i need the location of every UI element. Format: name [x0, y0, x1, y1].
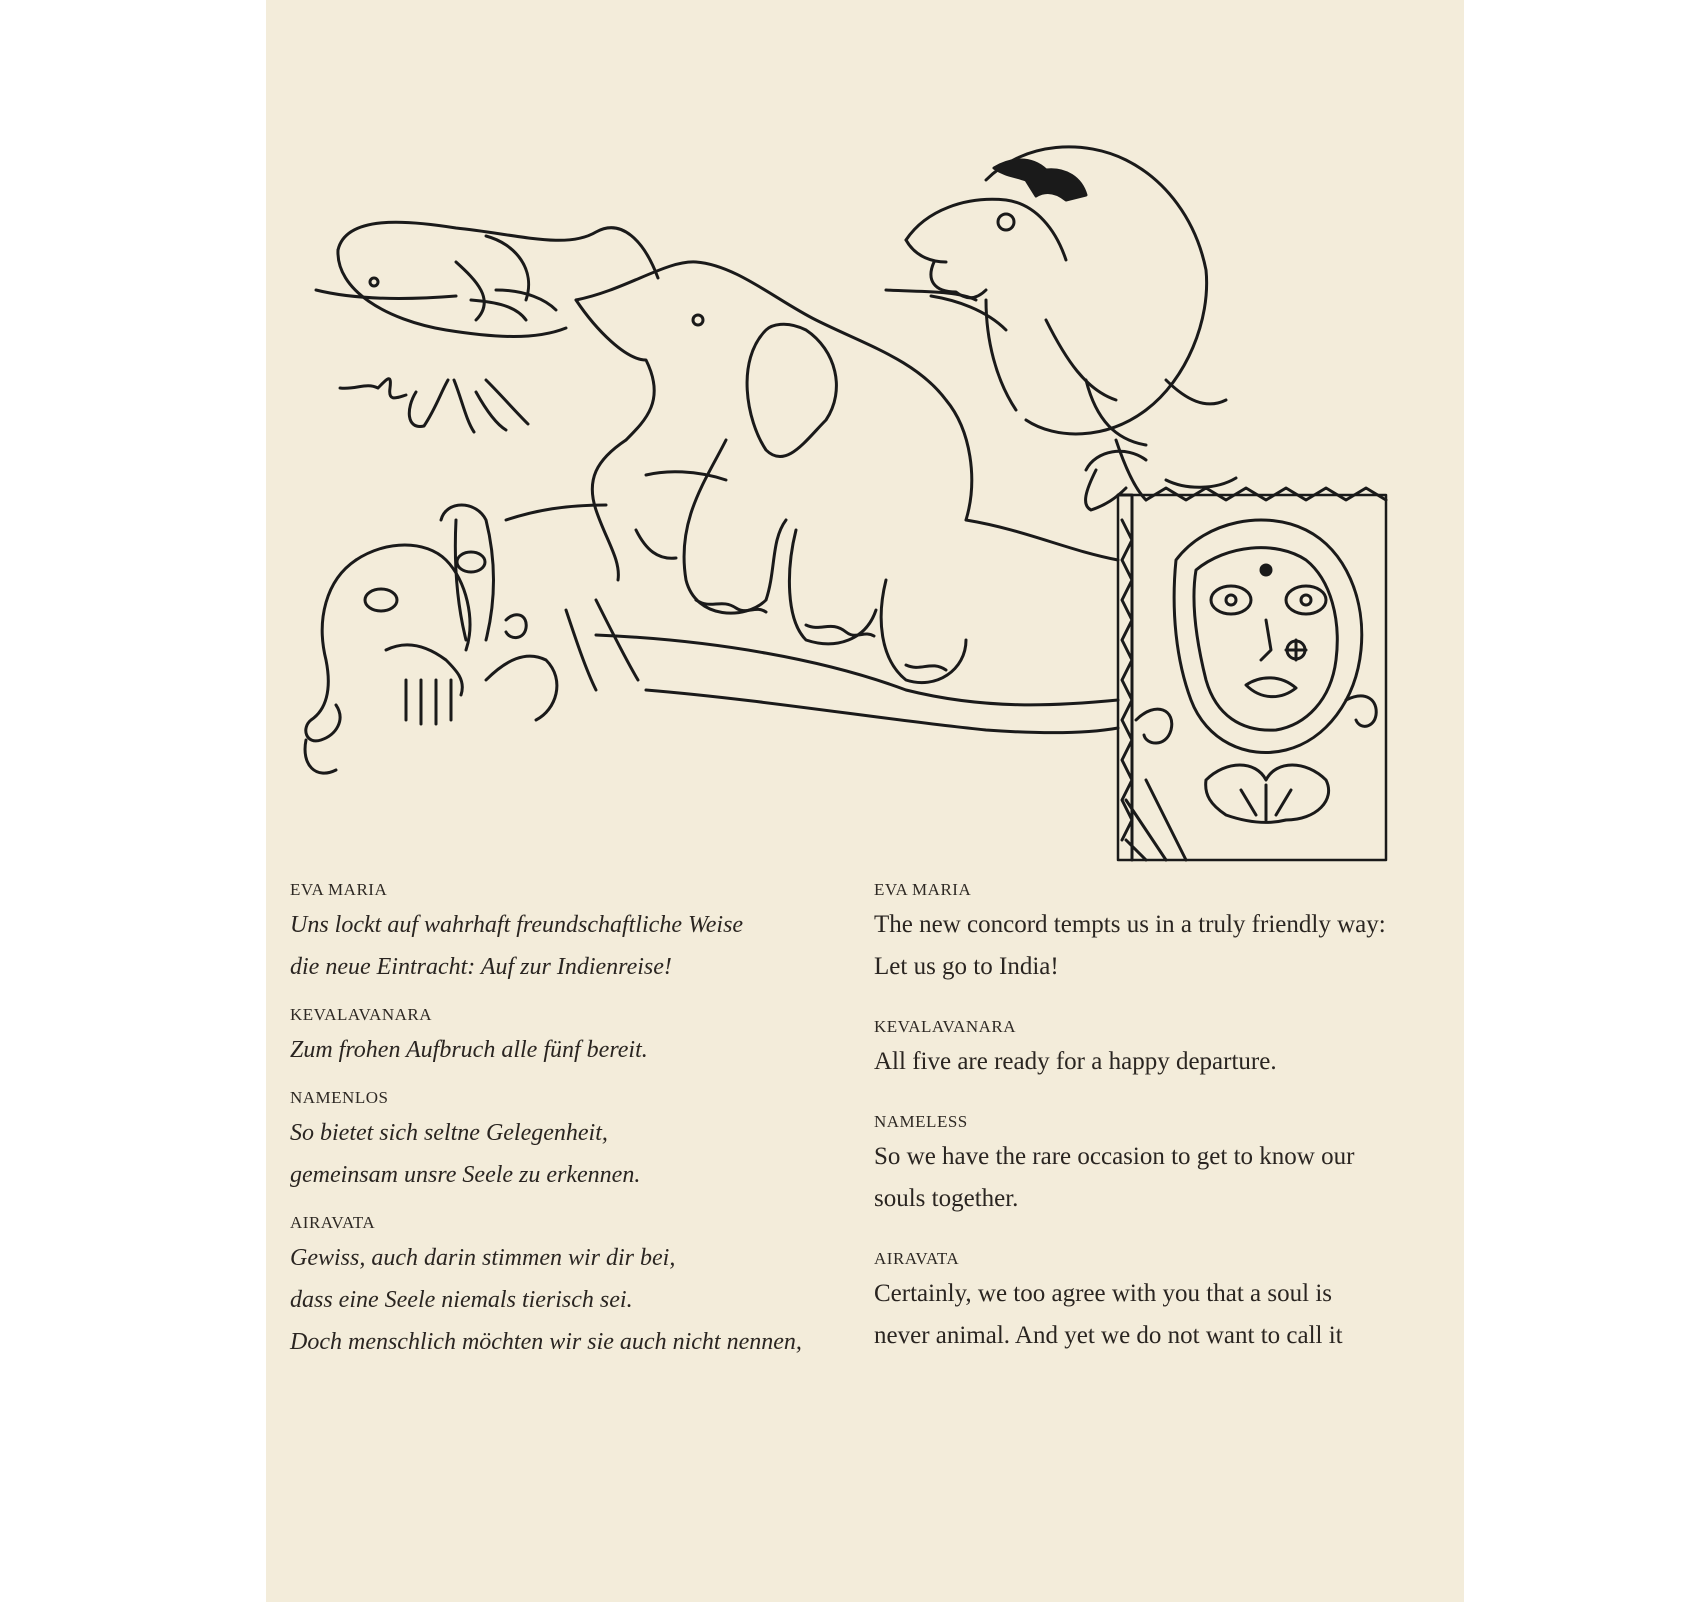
- prose-line: souls together.: [874, 1185, 1019, 1212]
- speaker-name: AIRAVATA: [290, 1213, 376, 1232]
- prose-line: Let us go to India!: [874, 953, 1059, 980]
- prose-line: All five are ready for a happy departure.: [874, 1048, 1277, 1075]
- dialogue-block: [290, 1213, 830, 1363]
- elephant-sketch-icon: [506, 262, 972, 683]
- verse-line: dass eine Seele niemals tierisch sei.: [290, 1287, 633, 1313]
- dialogue-block: [874, 880, 1414, 988]
- english-text-column: [874, 880, 1414, 1357]
- verse-line: gemeinsam unsre Seele zu erkennen.: [290, 1162, 641, 1188]
- speaker-name: KEVALAVANARA: [290, 1005, 433, 1024]
- prose-line: So we have the rare occasion to get to know our: [874, 1143, 1355, 1170]
- dialogue-block: [874, 1112, 1414, 1220]
- dialogue-block: [874, 1249, 1414, 1357]
- verse-line: So bietet sich seltne Gelegenheit,: [290, 1120, 608, 1146]
- verse-line: Doch menschlich möchten wir sie auch nicht nennen,: [290, 1329, 802, 1355]
- faces-sketch-icon: [305, 505, 638, 773]
- woman-portrait-sketch-icon: [596, 451, 1386, 860]
- line-drawing-illustration: [266, 0, 1464, 880]
- verse-line: die neue Eintracht: Auf zur Indienreise!: [290, 954, 672, 980]
- speaker-name: EVA MARIA: [290, 880, 388, 899]
- speaker-name: EVA MARIA: [874, 880, 972, 899]
- prose-line: The new concord tempts us in a truly friendly way:: [874, 911, 1386, 938]
- fish-sketch-icon: [316, 222, 658, 432]
- speaker-name: NAMENLOS: [290, 1088, 389, 1107]
- speaker-name: KEVALAVANARA: [874, 1017, 1017, 1036]
- book-page: [266, 0, 1464, 1602]
- prose-line: never animal. And yet we do not want to call it: [874, 1322, 1343, 1349]
- prose-line: Certainly, we too agree with you that a soul is: [874, 1280, 1332, 1307]
- speaker-name: NAMELESS: [874, 1112, 968, 1131]
- german-text-column: [290, 880, 830, 1380]
- speaker-name: AIRAVATA: [874, 1249, 960, 1268]
- verse-line: Gewiss, auch darin stimmen wir dir bei,: [290, 1245, 676, 1271]
- dialogue-block: [874, 1017, 1414, 1083]
- verse-line: Zum frohen Aufbruch alle fünf bereit.: [290, 1037, 648, 1063]
- dialogue-block: [290, 1005, 830, 1071]
- dialogue-block: [290, 1088, 830, 1196]
- dialogue-block: [290, 880, 830, 988]
- verse-line: Uns lockt auf wahrhaft freundschaftliche Weise: [290, 912, 744, 938]
- lion-sketch-icon: [886, 147, 1236, 510]
